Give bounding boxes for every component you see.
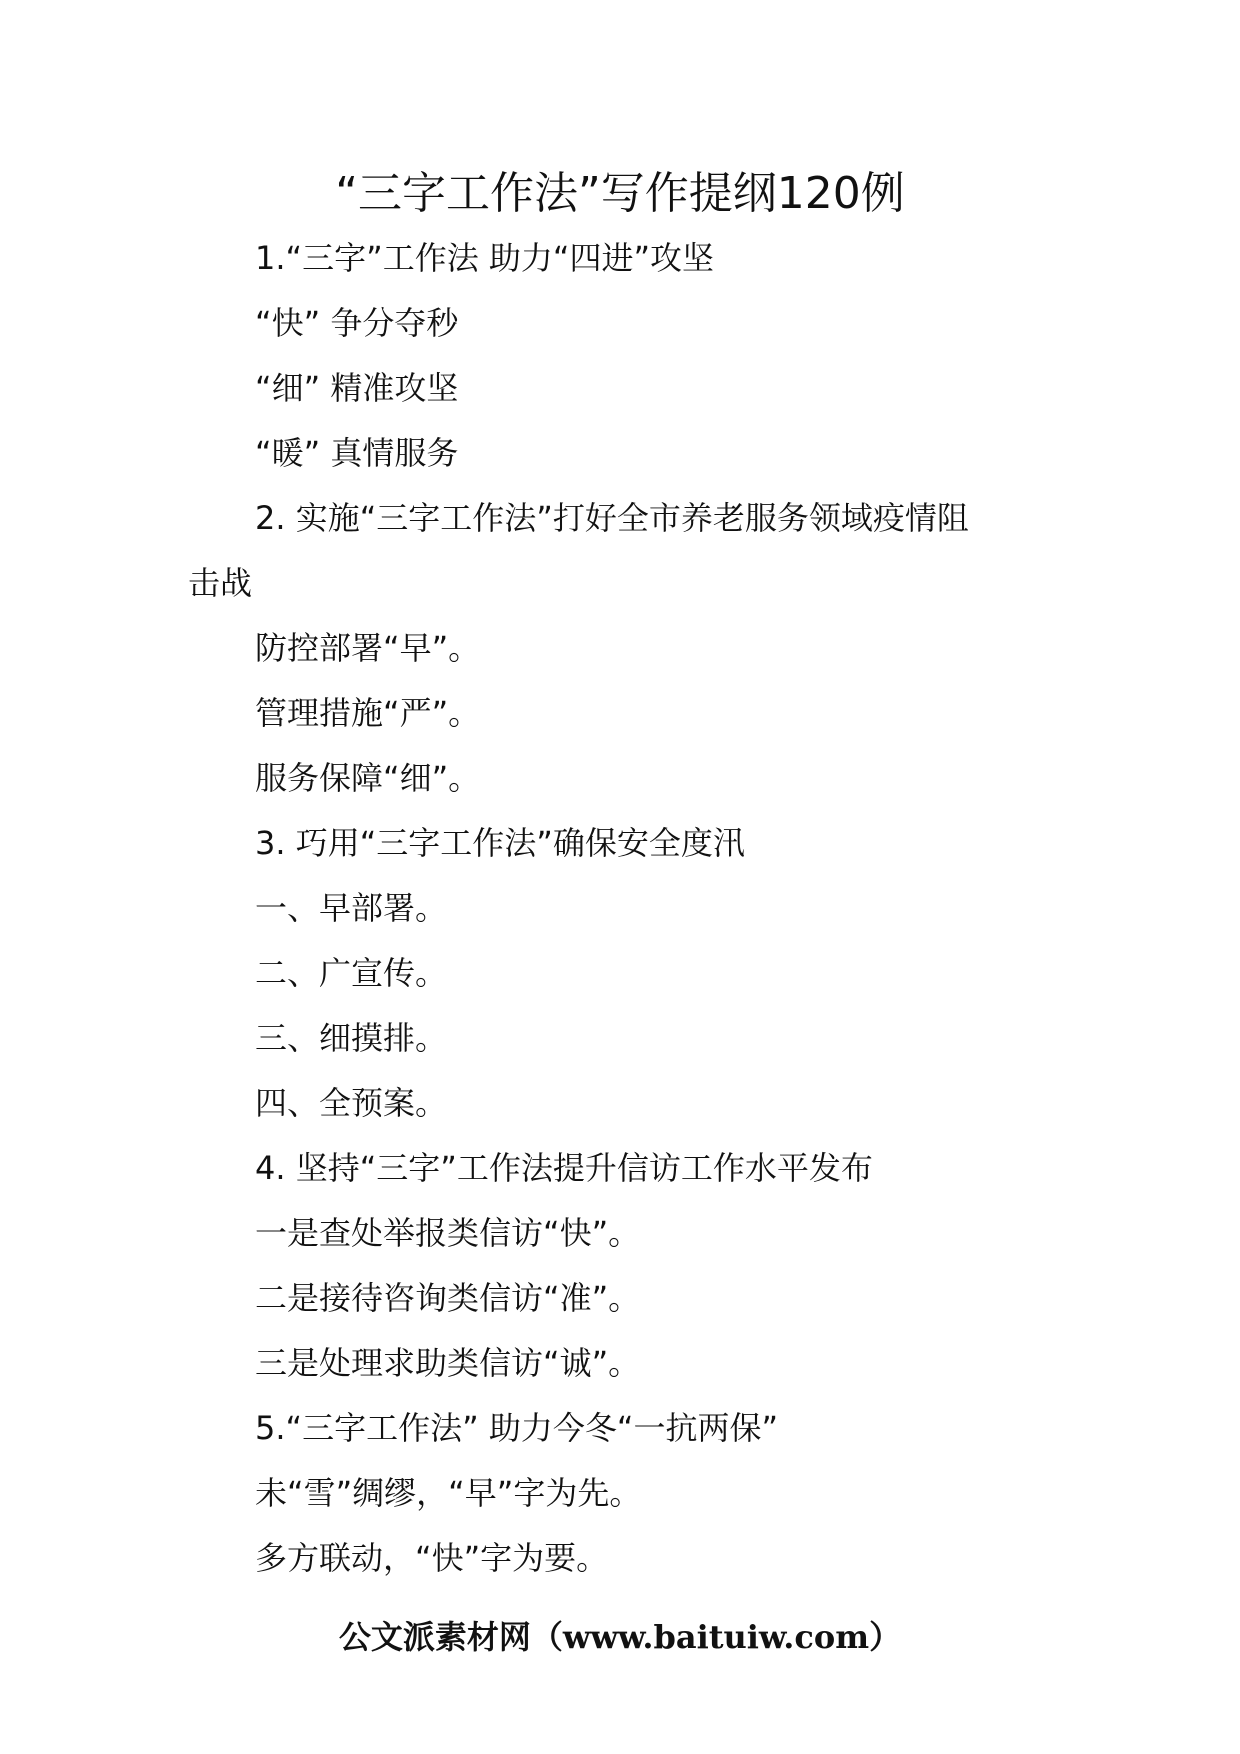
outline-item: “快” 争分夺秒: [255, 304, 459, 342]
outline-item: 四、全预案。: [255, 1084, 448, 1122]
outline-heading: 1.“三字”工作法 助力“四进”攻坚: [255, 239, 715, 277]
outline-item: 防控部署“早”。: [255, 629, 481, 667]
outline-heading: 4. 坚持“三字”工作法提升信访工作水平发布: [255, 1149, 873, 1187]
outline-item: 三是处理求助类信访“诚”。: [255, 1344, 641, 1382]
outline-item: “细” 精准攻坚: [255, 369, 459, 407]
outline-heading: 2. 实施“三字工作法”打好全市养老服务领域疫情阻: [255, 499, 969, 537]
outline-heading: 5.“三字工作法” 助力今冬“一抗两保”: [255, 1409, 779, 1447]
outline-item: 未“雪”绸缪，“早”字为先。: [255, 1474, 642, 1512]
outline-item: 一、早部署。: [255, 889, 448, 927]
outline-item: 管理措施“严”。: [255, 694, 481, 732]
outline-item: 二、广宣传。: [255, 954, 448, 992]
outline-item: 一是查处举报类信访“快”。: [255, 1214, 641, 1252]
outline-item: 多方联动，“快”字为要。: [255, 1539, 609, 1577]
outline-item: “暖” 真情服务: [255, 434, 459, 472]
outline-heading: 3. 巧用“三字工作法”确保安全度汛: [255, 824, 745, 862]
outline-item: 二是接待咨询类信访“准”。: [255, 1279, 641, 1317]
outline-item: 三、细摸排。: [255, 1019, 448, 1057]
outline-item: 服务保障“细”。: [255, 759, 481, 797]
outline-heading-continued: 击战: [188, 564, 253, 602]
document-title: “三字工作法”写作提纲120例: [335, 168, 905, 219]
page-footer: 公文派素材网（www.baituiw.com）: [338, 1618, 902, 1656]
